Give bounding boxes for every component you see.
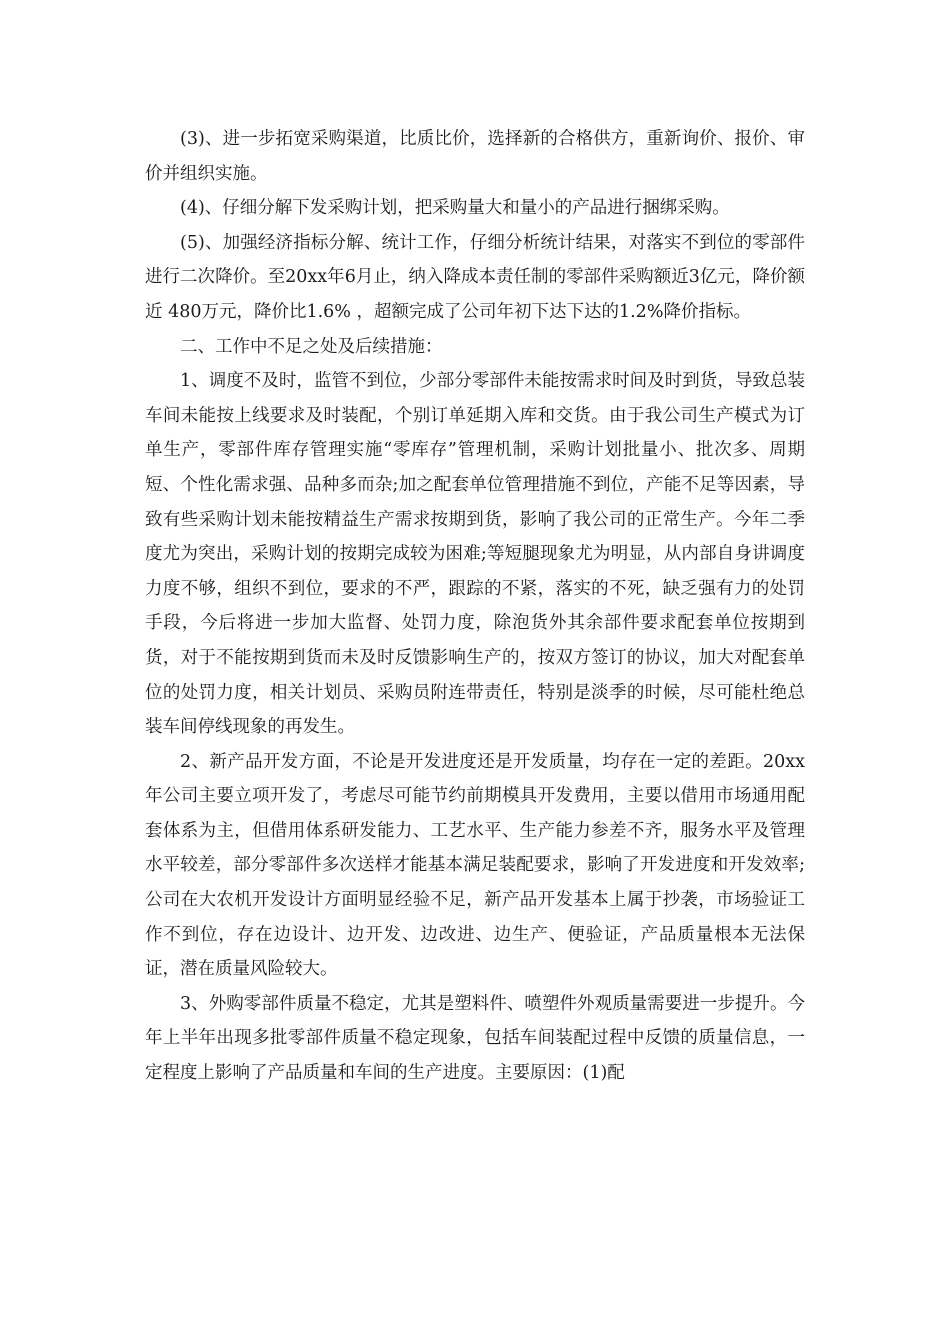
paragraph-issue-1: 1、调度不及时，监管不到位，少部分零部件未能按需求时间及时到货，导致总装车间未能按上线要求及时装配，个别订单延期入库和交货。由于我公司生产模式为订单生产，零部件库存管理实施“零库存”管理机制，采购计划批量小、批次多、周期短、个性化需求强、品种多而杂;加之配套单位管理措施不到位，产能不足等因素，导致有些采购计划未能按精益生产需求按期到货，影响了我公司的正常生产。今年二季度尤为突出，采购计划的按期完成较为困难;等短腿现象尤为明显，从内部自身讲调度力度不够，组织不到位，要求的不严，跟踪的不紧，落实的不死，缺乏强有力的处罚手段，今后将进一步加大监督、处罚力度，除泡货外其余部件要求配套单位按期到货，对于不能按期到货而未及时反馈影响生产的，按双方签订的协议，加大对配套单位的处罚力度，相关计划员、采购员附连带责任，特别是淡季的时候，尽可能杜绝总装车间停线现象的再发生。 <box>145 371 805 738</box>
paragraph-item-5: (5)、加强经济指标分解、统计工作，仔细分析统计结果，对落实不到位的零部件进行二次降价。至20xx年6月止，纳入降成本责任制的零部件采购额近3亿元，降价额近 480万元，降价比1.6% ，超额完成了公司年初下达下达的1.2%降价指标。 <box>145 232 805 322</box>
paragraph-item-4: (4)、仔细分解下发采购计划，把采购量大和量小的产品进行捆绑采购。 <box>180 198 730 219</box>
document-body <box>145 122 805 1091</box>
paragraph-issue-2: 2、新产品开发方面，不论是开发进度还是开发质量，均存在一定的差距。20xx年公司主要立项开发了，考虑尽可能节约前期模具开发费用，主要以借用市场通用配套体系为主，但借用体系研发能力、工艺水平、生产能力参差不齐，服务水平及管理水平较差，部分零部件多次送样才能基本满足装配要求，影响了开发进度和开发效率;公司在大农机开发设计方面明显经验不足，新产品开发基本上属于抄袭，市场验证工作不到位，存在边设计、边开发、边改进、边生产、便验证，产品质量根本无法保证，潜在质量风险较大。 <box>145 751 805 980</box>
paragraph-item-3: (3)、进一步拓宽采购渠道，比质比价，选择新的合格供方，重新询价、报价、审价并组织实施。 <box>145 129 805 184</box>
section-heading: 二、工作中不足之处及后续措施： <box>180 336 443 357</box>
paragraph-issue-3: 3、外购零部件质量不稳定，尤其是塑料件、喷塑件外观质量需要进一步提升。今年上半年出现多批零部件质量不稳定现象，包括车间装配过程中反馈的质量信息，一定程度上影响了产品质量和车间的生产进度。主要原因：(1)配 <box>145 993 805 1084</box>
